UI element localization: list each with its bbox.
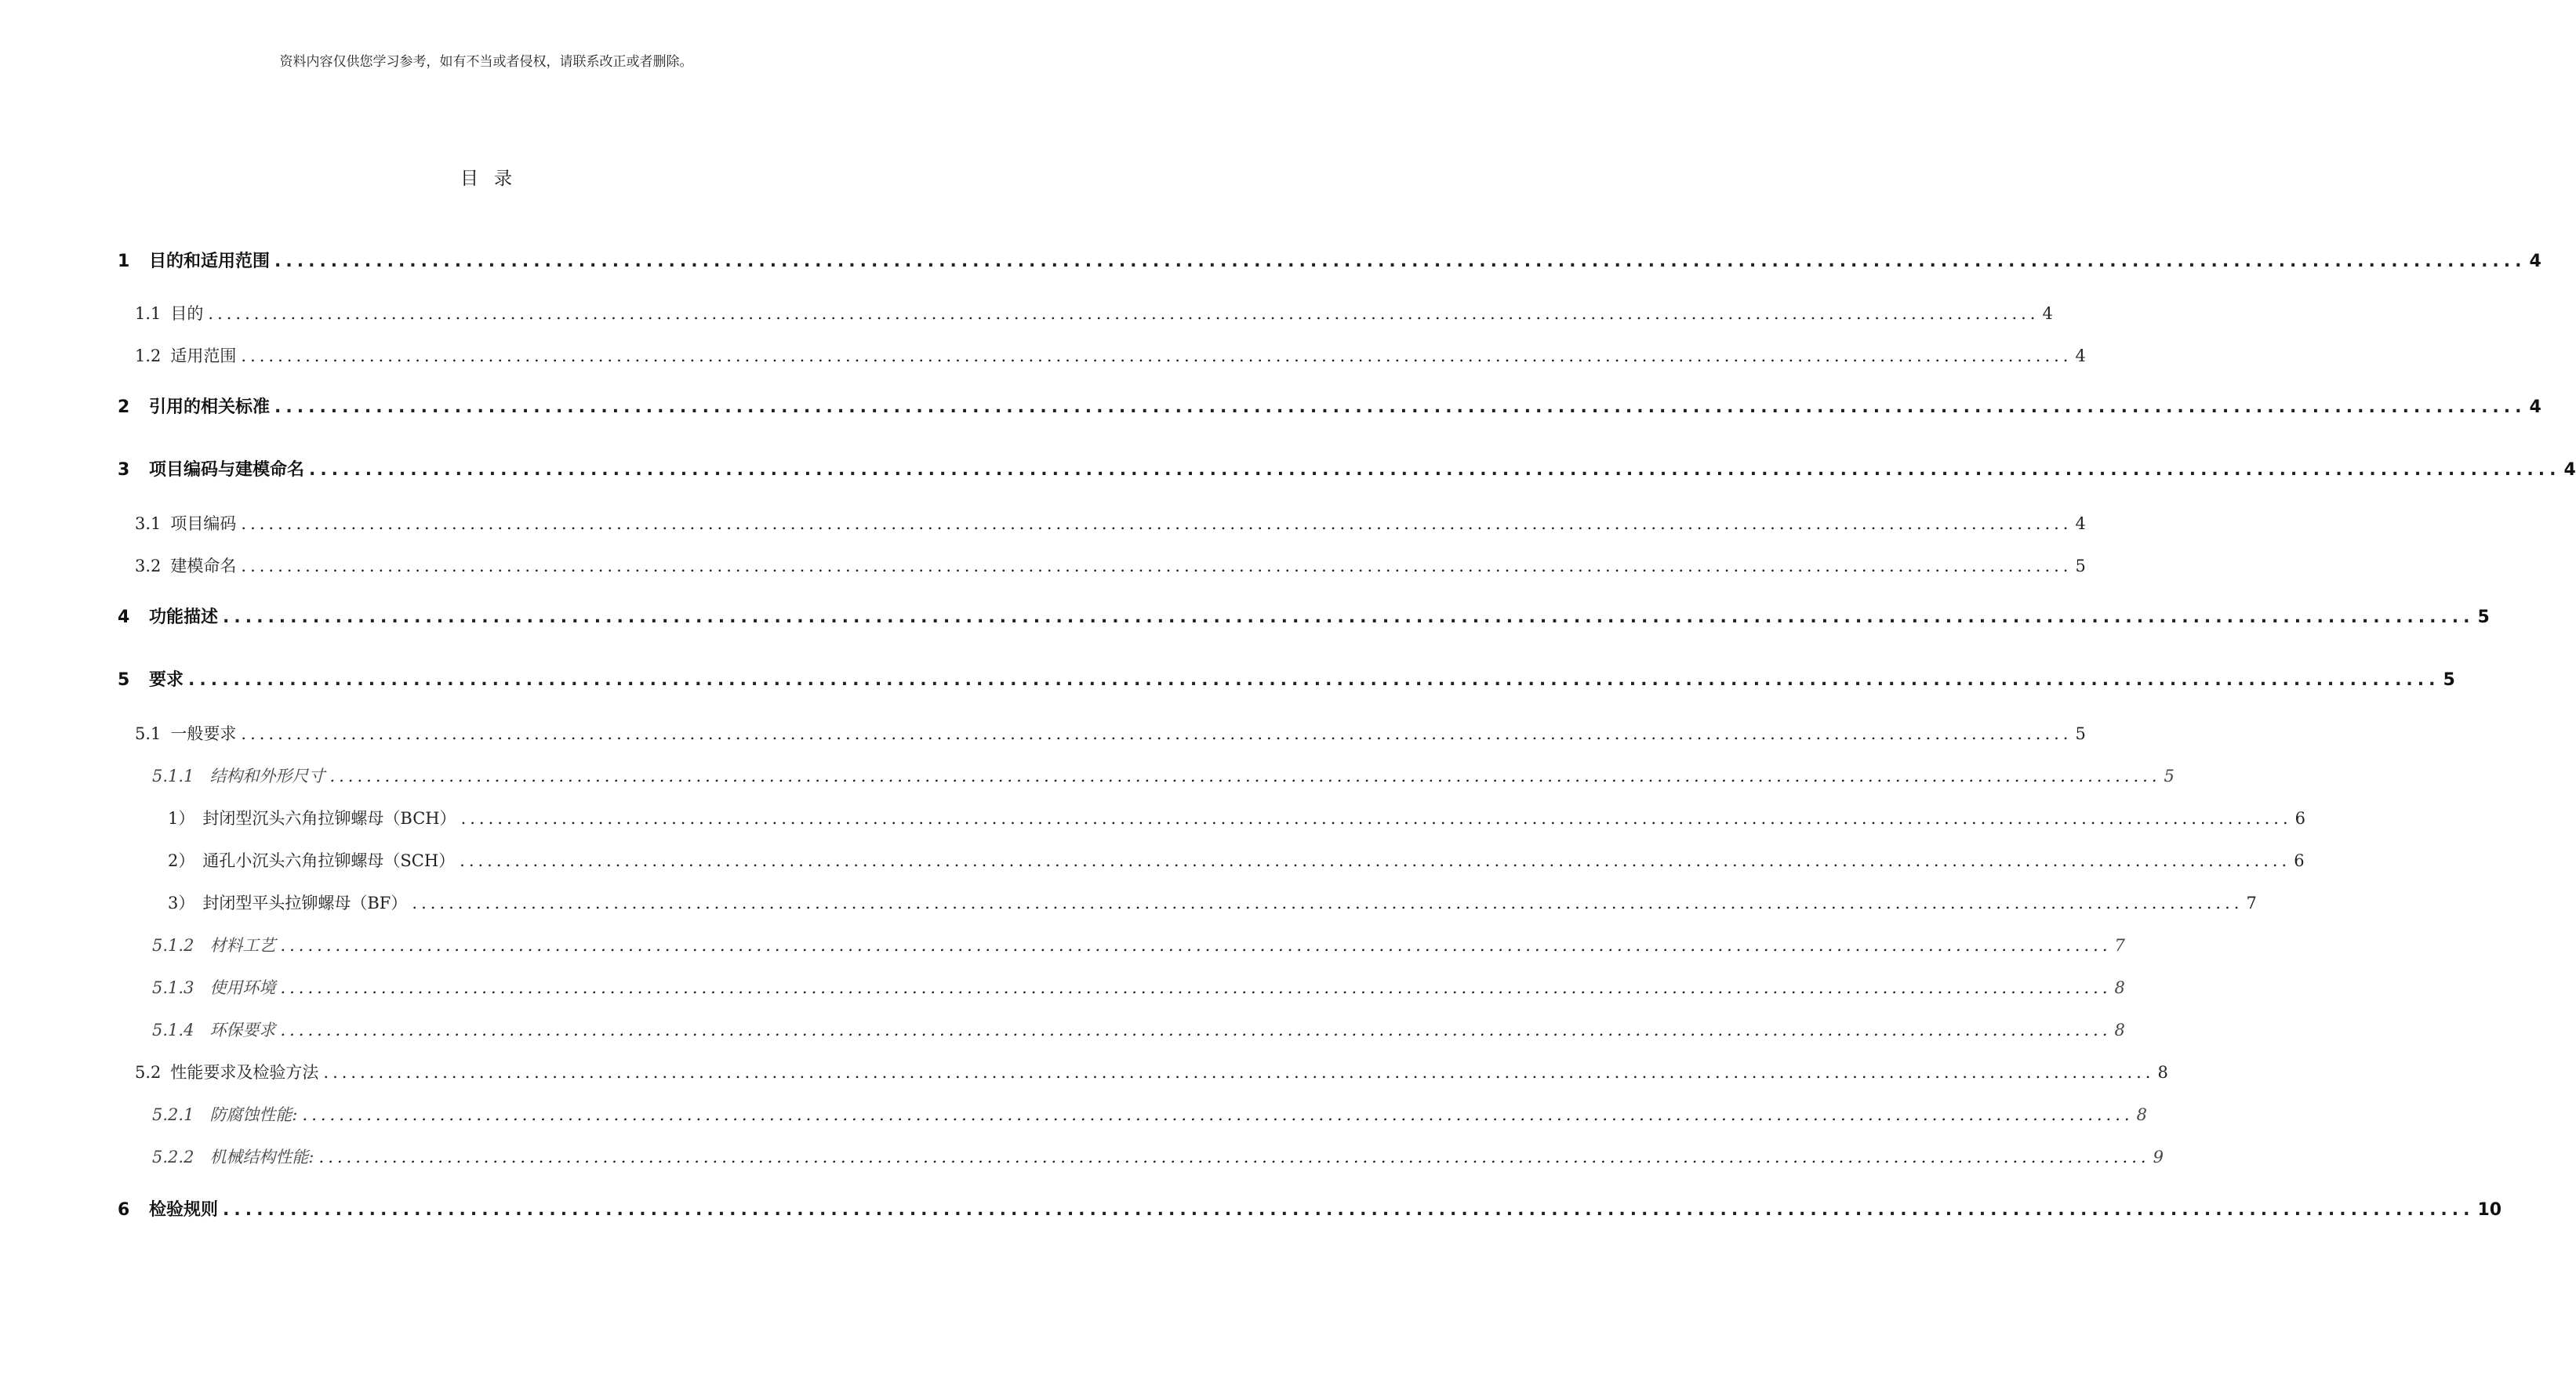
toc-entry-title: 封闭型平头拉铆螺母（BF） (202, 894, 408, 912)
toc-entry-number: 5 (118, 670, 130, 690)
toc-entry-3-2[interactable] (135, 553, 2086, 579)
toc-entry-page: 5 (2443, 670, 2455, 690)
toc-entry-title: 建模命名 (170, 557, 237, 575)
dot-leader: ........................................................................................................................................................................................................ (302, 1105, 2134, 1124)
dot-leader: ........................................................................................................................................................................................................ (280, 936, 2112, 955)
toc-entry-title: 封闭型沉头六角拉铆螺母（BCH） (202, 809, 456, 828)
toc-entry-number: 5.1 (135, 724, 162, 743)
toc-entry-number: 3.2 (135, 557, 162, 575)
toc-entry-title: 适用范围 (170, 346, 237, 365)
toc-entry-number: 5.1.1 (152, 767, 194, 785)
toc-entry-3-1[interactable] (135, 511, 2086, 536)
toc-entry-number: 5.2.2 (152, 1148, 194, 1166)
toc-entry-page: 7 (2114, 936, 2125, 955)
toc-entry-number: 5.2 (135, 1063, 162, 1082)
toc-entry-page: 4 (2075, 514, 2086, 533)
toc-entry-title: 机械结构性能: (209, 1148, 314, 1166)
toc-entry-page: 8 (2157, 1063, 2168, 1082)
dot-leader: ........................................................................................................................................................................................................ (274, 252, 2527, 271)
dot-leader: ........................................................................................................................................................................................................ (223, 1200, 2475, 1220)
toc-entry-page: 5 (2477, 608, 2490, 627)
toc-entry-title: 结构和外形尺寸 (209, 767, 325, 785)
toc-entry-page: 4 (2529, 397, 2541, 417)
dot-leader: ........................................................................................................................................................................................................ (323, 1063, 2155, 1082)
toc-entry-5-1-4[interactable] (152, 1018, 2125, 1043)
toc-entry-number: 3.1 (135, 514, 162, 533)
toc-entry-number: 2 (118, 397, 130, 417)
toc-entry-1-2[interactable] (135, 343, 2086, 368)
dot-leader: ........................................................................................................................................................................................................ (460, 851, 2291, 870)
dot-leader: ........................................................................................................................................................................................................ (280, 978, 2112, 997)
toc-entry-page: 8 (2136, 1105, 2147, 1124)
dot-leader: ........................................................................................................................................................................................................ (329, 767, 2161, 785)
toc-entry-number: 5.2.1 (152, 1105, 194, 1124)
toc-entry-page: 4 (2075, 346, 2086, 365)
toc-entry-number: 1.2 (135, 346, 162, 365)
toc-entry-1-1[interactable] (135, 301, 2053, 326)
dot-leader: ........................................................................................................................................................................................................ (241, 724, 2073, 743)
dot-leader: ........................................................................................................................................................................................................ (208, 304, 2040, 323)
toc-entry-5-1-2[interactable] (152, 933, 2125, 958)
toc-entry-title: 防腐蚀性能: (209, 1105, 298, 1124)
dot-leader: ........................................................................................................................................................................................................ (241, 557, 2073, 575)
toc-entry-number: 1） (168, 809, 195, 828)
toc-entry-number: 5.1.2 (152, 936, 194, 955)
toc-entry-page: 9 (2153, 1148, 2164, 1166)
toc-entry-title: 通孔小沉头六角拉铆螺母（SCH） (202, 851, 456, 870)
toc-entry-page: 4 (2042, 304, 2053, 323)
toc-entry-4[interactable] (118, 605, 2490, 630)
toc-entry-title: 使用环境 (209, 978, 276, 997)
toc-entry-number: 4 (118, 608, 130, 627)
toc-entry-5-1-1[interactable] (152, 764, 2175, 789)
dot-leader: ........................................................................................................................................................................................................ (309, 460, 2561, 480)
dot-leader: ........................................................................................................................................................................................................ (241, 346, 2073, 365)
toc-entry-title: 性能要求及检验方法 (170, 1063, 319, 1082)
toc-entry-title: 目的和适用范围 (149, 252, 271, 271)
dot-leader: ........................................................................................................................................................................................................ (412, 894, 2244, 912)
toc-entry-page: 8 (2114, 978, 2125, 997)
toc-entry-title: 目的 (170, 304, 204, 323)
toc-entry-title: 要求 (149, 670, 184, 690)
toc-entry-number: 1 (118, 252, 130, 271)
dot-leader: ........................................................................................................................................................................................................ (188, 670, 2440, 690)
toc-entry-5-2-1[interactable] (152, 1102, 2147, 1127)
toc-entry-3[interactable] (118, 458, 2576, 483)
toc-entry-2[interactable] (118, 395, 2541, 420)
toc-entry-page: 5 (2164, 767, 2175, 785)
toc-entry-title: 材料工艺 (209, 936, 276, 955)
toc-entry-page: 10 (2477, 1200, 2502, 1220)
toc-entry-1[interactable] (118, 249, 2541, 274)
dot-leader: ........................................................................................................................................................................................................ (460, 809, 2292, 828)
toc-entry-5-1[interactable] (135, 721, 2086, 746)
toc-entry-page: 4 (2529, 252, 2541, 271)
dot-leader: ........................................................................................................................................................................................................ (318, 1148, 2150, 1166)
toc-entry-title: 项目编码与建模命名 (149, 460, 305, 480)
toc-entry-page: 7 (2246, 894, 2257, 912)
toc-title: 目录 (460, 169, 528, 189)
toc-entry-page: 4 (2563, 460, 2576, 480)
toc-entry-5[interactable] (118, 668, 2455, 693)
toc-entry-page: 5 (2075, 557, 2086, 575)
toc-entry-number: 5.1.3 (152, 978, 194, 997)
toc-entry-number: 1.1 (135, 304, 162, 323)
toc-entry-title: 环保要求 (209, 1021, 276, 1039)
dot-leader: ........................................................................................................................................................................................................ (223, 608, 2475, 627)
toc-entry-title: 功能描述 (149, 608, 219, 627)
toc-entry-5-2[interactable] (135, 1060, 2168, 1085)
toc-entry-title: 一般要求 (170, 724, 237, 743)
toc-entry-5-1-3[interactable] (152, 975, 2125, 1000)
toc-entry-page: 6 (2294, 809, 2306, 828)
toc-entry-6[interactable] (118, 1198, 2502, 1223)
toc-entry-page: 6 (2294, 851, 2305, 870)
toc-entry-5-1-1-item-3[interactable] (168, 891, 2257, 916)
toc-entry-number: 2） (168, 851, 195, 870)
toc-entry-5-1-1-item-1[interactable] (168, 806, 2306, 831)
toc-entry-5-2-2[interactable] (152, 1145, 2164, 1170)
toc-entry-number: 3） (168, 894, 195, 912)
toc-entry-page: 8 (2114, 1021, 2125, 1039)
toc-entry-title: 引用的相关标准 (149, 397, 271, 417)
toc-entry-title: 项目编码 (170, 514, 237, 533)
dot-leader: ........................................................................................................................................................................................................ (274, 397, 2527, 417)
toc-entry-title: 检验规则 (149, 1200, 219, 1220)
page-disclaimer: 资料内容仅供您学习参考，如有不当或者侵权，请联系改正或者删除。 (279, 54, 693, 70)
toc-entry-number: 6 (118, 1200, 130, 1220)
toc-entry-number: 3 (118, 460, 130, 480)
toc-entry-5-1-1-item-2[interactable] (168, 848, 2305, 873)
toc-entry-number: 5.1.4 (152, 1021, 194, 1039)
toc-entry-page: 5 (2075, 724, 2086, 743)
dot-leader: ........................................................................................................................................................................................................ (241, 514, 2073, 533)
dot-leader: ........................................................................................................................................................................................................ (280, 1021, 2112, 1039)
